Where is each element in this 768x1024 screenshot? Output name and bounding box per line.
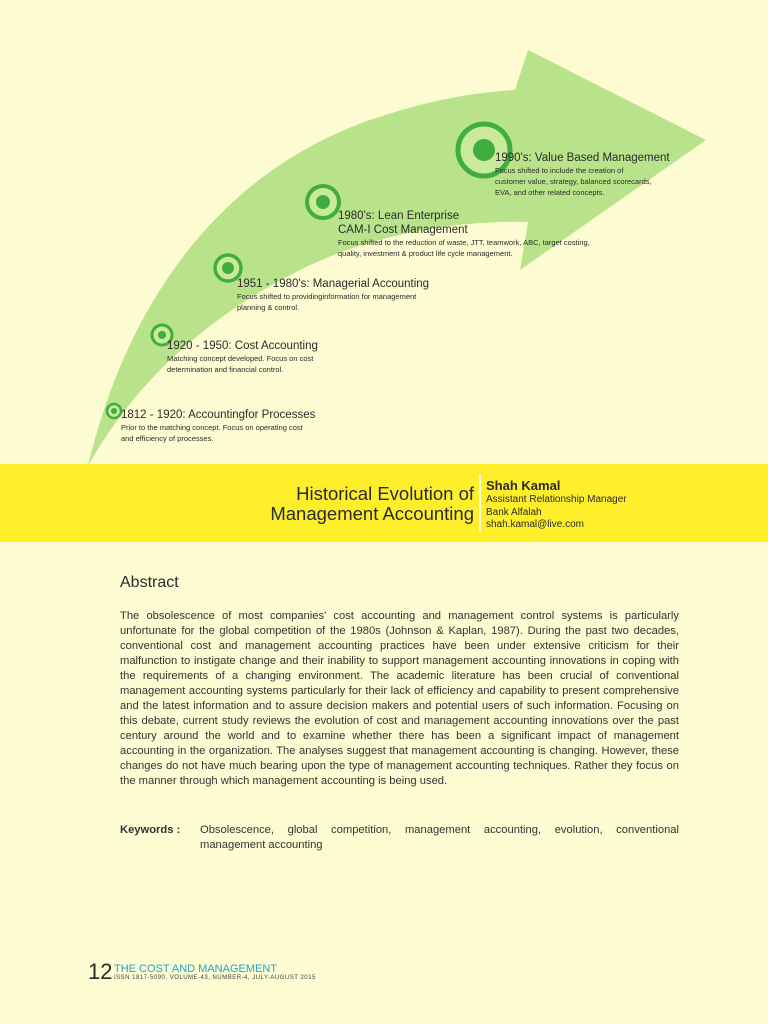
milestone-desc-line: Matching concept developed. Focus on cost <box>167 354 314 363</box>
milestone-1980 <box>338 209 590 259</box>
milestone-desc-line: determination and financial control. <box>167 365 284 374</box>
milestone-title: 1951 - 1980's: Managerial Accounting <box>237 278 430 290</box>
milestone-desc-line: Focus shifted to include the creation of <box>495 166 624 175</box>
abstract-body: The obsolescence of most companies' cost accounting and management control systems is particularly unfortunate for the global competition of the 1980s (Johnson & Kaplan, 1987). During the past two decades, conventional cost and management accounting practices have been under extensive criticism for their malfunction to instigate change and their inability to support management accounting innovations in coping with the requirements of a changing environment. The academic literature has been crucial of conventional management accounting systems particularly for their lack of efficiency and capability to present comprehensive and the latest information and to assure decision makers and potential users of such information. Focusing on this debate, current study reviews the evolution of cost and management accounting innovations over the past century around the world and to examine whether there has been a significant impact of management accounting in the organization. The analyses suggest that management accounting is changing. However, these changes do not have much bearing upon the type of management accounting techniques. Rather they focus on the manner through which management accounting is being used. <box>120 610 679 787</box>
abstract-heading: Abstract <box>120 574 179 591</box>
title-divider <box>479 474 481 532</box>
milestone-1920 <box>167 339 318 375</box>
milestone-subtitle: CAM-I Cost Management <box>338 224 468 236</box>
milestone-1951 <box>237 277 429 313</box>
author-name: Shah Kamal <box>486 478 561 493</box>
author-position: Assistant Relationship Manager <box>486 494 627 505</box>
target-icon <box>307 186 339 218</box>
milestone-desc-line: and efficiency of processes. <box>121 434 214 443</box>
keywords-label: Keywords : <box>120 824 181 836</box>
author-organization: Bank Alfalah <box>486 506 542 518</box>
author-email[interactable]: shah.kamal@live.com <box>486 519 584 530</box>
milestone-desc-line: Focus shifted to providinginformation for management <box>237 292 417 301</box>
milestone-desc-line: EVA, and other related concepts. <box>495 188 605 197</box>
milestone-title: 1920 - 1950: Cost Accounting <box>167 340 318 352</box>
milestone-desc-line: customer value, strategy, balanced scorecards, <box>495 177 652 186</box>
article-title-line: Historical Evolution of <box>296 483 474 504</box>
milestone-1990 <box>495 151 670 198</box>
keywords-section <box>120 823 679 853</box>
milestone-desc-line: Prior to the matching concept. Focus on operating cost <box>121 423 303 432</box>
milestone-title: 1990's: Value Based Management <box>495 152 670 164</box>
article-title-line: Management Accounting <box>270 503 474 524</box>
article-title <box>270 484 474 524</box>
target-icon <box>107 404 121 418</box>
milestone-title: 1980's: Lean Enterprise <box>338 210 460 222</box>
milestone-title: 1812 - 1920: Accountingfor Processes <box>121 409 316 421</box>
milestone-desc-line: quality, investment & product life cycle management. <box>338 249 513 258</box>
page-number: 12 <box>88 959 113 984</box>
journal-title: THE COST AND MANAGEMENT <box>114 963 277 975</box>
journal-issn: ISSN 1817-5090, VOLUME-43, NUMBER-4, JULY-AUGUST 2015 <box>114 975 316 981</box>
author-block <box>486 478 627 532</box>
milestone-desc-line: Focus shifted to the reduction of waste, JTT, teamwork, ABC, target costing, <box>338 238 590 247</box>
keywords-text: Obsolescence, global competition, management accounting, evolution, conventional management accounting <box>200 824 679 851</box>
milestone-desc-line: planning & control. <box>237 303 300 312</box>
milestone-1812 <box>121 408 315 444</box>
